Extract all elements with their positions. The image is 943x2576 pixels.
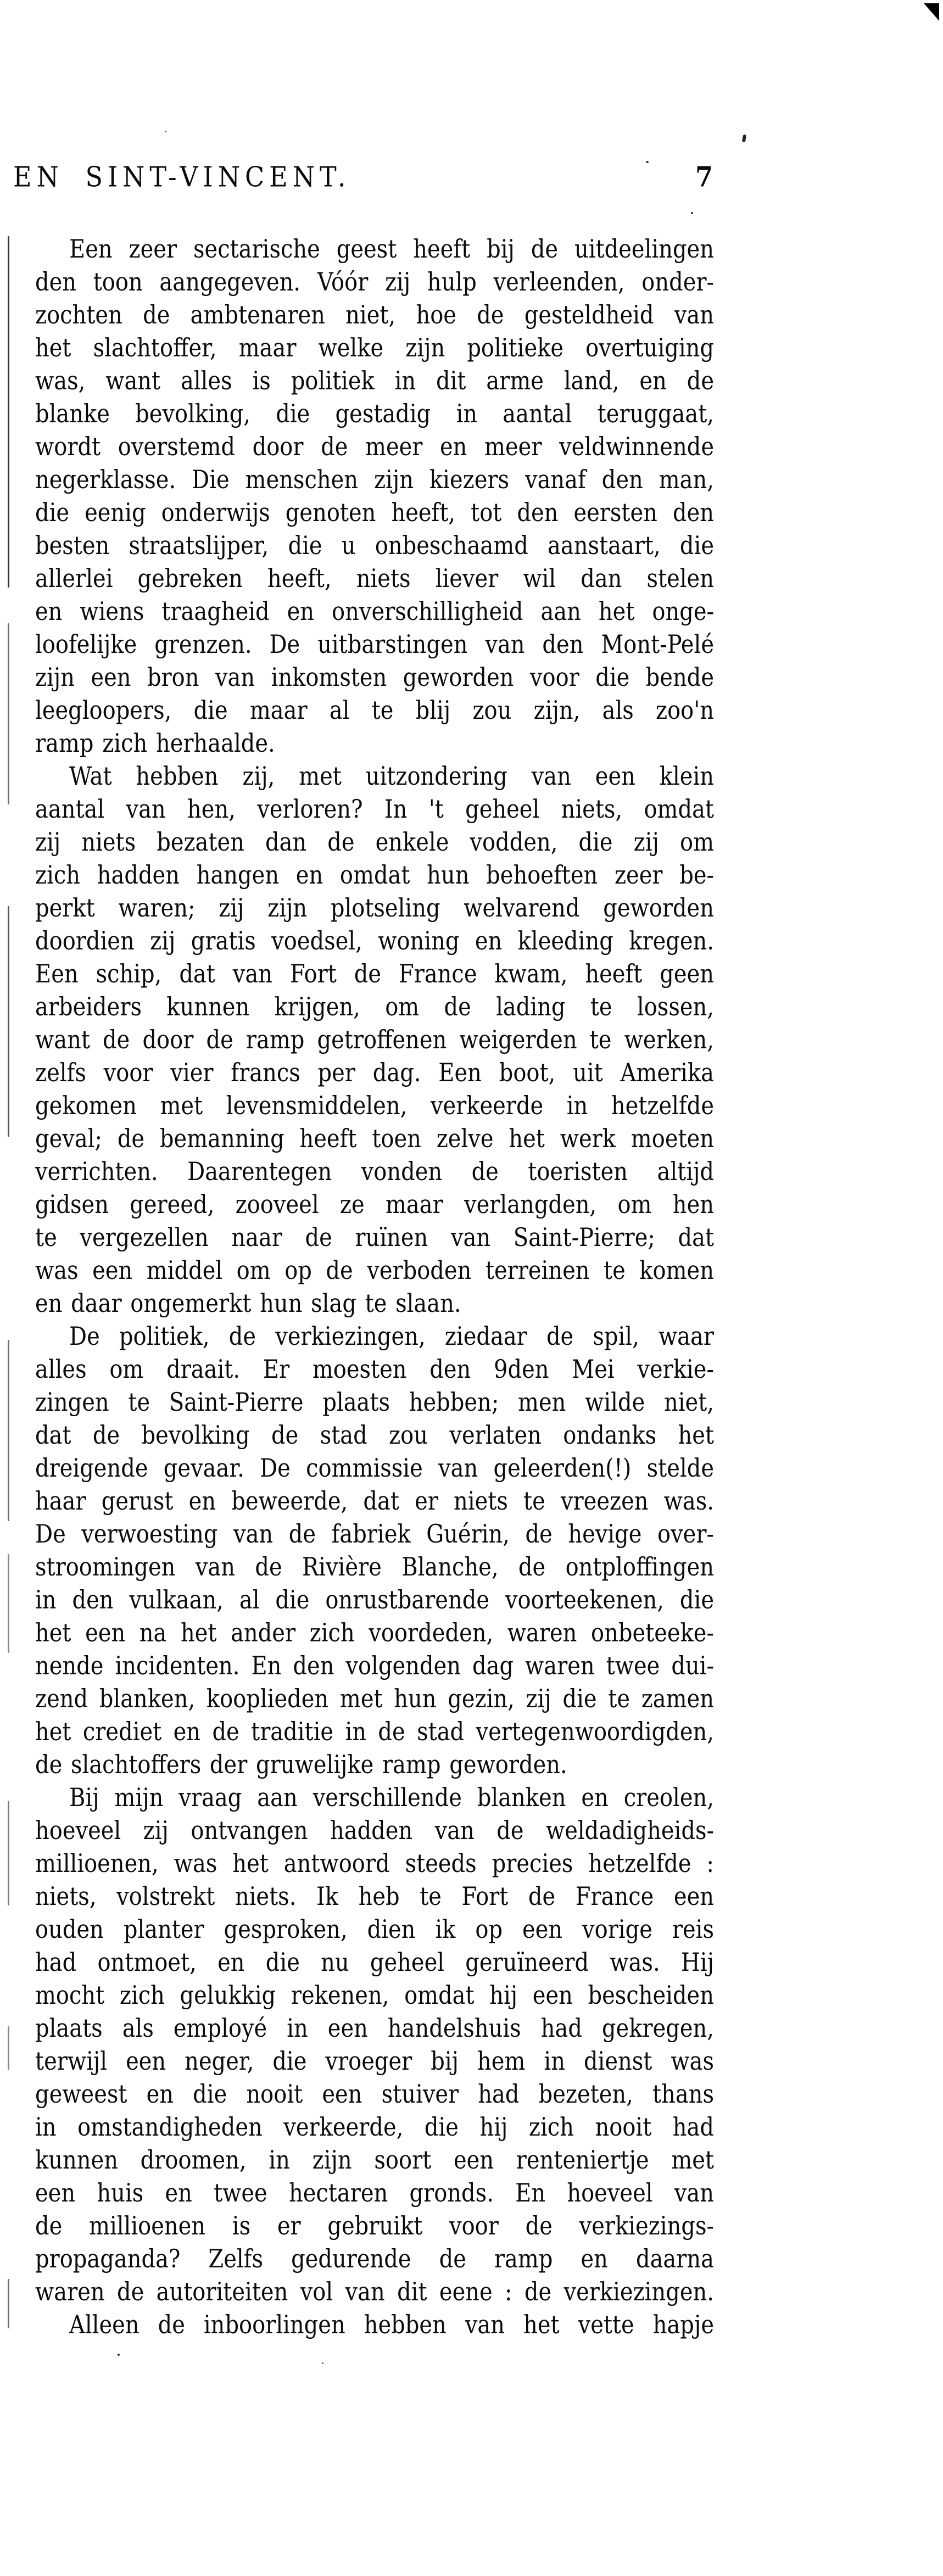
text-line: nende incidenten. En den volgenden dag waren twee dui- (35, 1651, 714, 1681)
scan-corner-mark (924, 3, 939, 21)
text-line: en daar ongemerkt hun slag te slaan. (35, 1289, 461, 1318)
text-line: alles om draait. Er moesten den 9den Mei verkie- (35, 1355, 714, 1384)
scan-speck (322, 2362, 323, 2364)
text-line: zend blanken, kooplieden met hun gezin, zij die te zamen (35, 1684, 714, 1714)
page-number: 7 (695, 160, 713, 193)
text-line: propaganda? Zelfs gedurende de ramp en daarna (35, 2244, 714, 2274)
text-line: zochten de ambtenaren niet, hoe de gesteldheid van (35, 300, 714, 330)
text-line: waren de autoriteiten vol van dit eene : de verkiezingen. (35, 2277, 714, 2307)
text-line: verrichten. Daarentegen vonden de toeristen altijd (35, 1157, 714, 1187)
text-line: want de door de ramp getroffenen weigerden te werken, (35, 1025, 714, 1055)
text-line: kunnen droomen, in zijn soort een renteniertje met (35, 2145, 714, 2175)
text-line: hoeveel zij ontvangen hadden van de weldadigheids- (35, 1816, 714, 1846)
scan-speck (742, 135, 746, 143)
text-line: Alleen de inboorlingen hebben van het vette hapje (69, 2310, 714, 2340)
text-line: haar gerust en beweerde, dat er niets te vreezen was. (35, 1487, 714, 1516)
text-line: was een middel om op de verboden terreinen te komen (35, 1256, 714, 1286)
text-line: terwijl een neger, die vroeger bij hem in dienst was (35, 2047, 714, 2076)
scan-margin-line (8, 1801, 9, 1906)
text-line: zijn een bron van inkomsten geworden voor die bende (35, 663, 714, 692)
scan-margin-line (8, 2279, 9, 2328)
text-line: een huis en twee hectaren gronds. En hoeveel van (35, 2178, 714, 2208)
text-line: had ontmoet, en die nu geheel geruïneerd was. Hij (35, 1948, 714, 1977)
text-line: wordt overstemd door de meer en meer veldwinnende (35, 432, 714, 462)
scan-speck (646, 161, 649, 163)
text-line: arbeiders kunnen krijgen, om de lading te lossen, (35, 992, 714, 1022)
scan-margin-line (8, 623, 9, 804)
text-line: besten straatslijper, die u onbeschaamd aanstaart, die (35, 531, 714, 561)
text-line: ramp zich herhaalde. (35, 729, 275, 758)
text-line: de slachtoffers der gruwelijke ramp geworden. (35, 1750, 567, 1780)
text-line: den toon aangegeven. Vóór zij hulp verleenden, onder- (35, 267, 714, 297)
text-line: zich hadden hangen en omdat hun behoeften zeer be- (35, 860, 714, 890)
text-line: leegloopers, die maar al te blij zou zijn, als zoo'n (35, 696, 714, 725)
text-line: en wiens traagheid en onverschilligheid aan het onge- (35, 597, 714, 627)
text-line: geweest en die nooit een stuiver had bezeten, thans (35, 2080, 714, 2109)
text-line: niets, volstrekt niets. Ik heb te Fort de France een (35, 1882, 714, 1912)
text-line: gidsen gereed, zooveel ze maar verlangden, om hen (35, 1190, 714, 1220)
text-line: blanke bevolking, die gestadig in aantal teruggaat, (35, 399, 714, 429)
text-line: aantal van hen, verloren? In 't geheel niets, omdat (35, 795, 714, 824)
text-line: in omstandigheden verkeerde, die hij zich nooit had (35, 2113, 714, 2142)
text-line: die eenig onderwijs genoten heeft, tot den eersten den (35, 498, 714, 528)
text-line: perkt waren; zij zijn plotseling welvarend geworden (35, 893, 714, 923)
scan-speck (165, 131, 166, 132)
text-line: doordien zij gratis voedsel, woning en kleeding kregen. (35, 926, 714, 956)
text-line: plaats als employé in een handelshuis had gekregen, (35, 2014, 714, 2043)
text-line: zelfs voor vier francs per dag. Een boot, uit Amerika (35, 1058, 714, 1088)
text-line: De politiek, de verkiezingen, ziedaar de spil, waar (69, 1322, 714, 1351)
text-line: ouden planter gesproken, dien ik op een vorige reis (35, 1915, 714, 1944)
scan-margin-line (8, 2026, 9, 2070)
running-title: EN SINT-VINCENT. (13, 160, 351, 193)
text-line: millioenen, was het antwoord steeds precies hetzelfde : (35, 1849, 714, 1879)
text-line: de millioenen is er gebruikt voor de verkiezings- (35, 2211, 714, 2241)
text-line: allerlei gebreken heeft, niets liever wil dan stelen (35, 564, 714, 594)
text-line: het een na het ander zich voordeden, waren onbeteeke- (35, 1618, 714, 1648)
text-line: De verwoesting van de fabriek Guérin, de hevige over- (35, 1519, 714, 1549)
text-line: zij niets bezaten dan de enkele vodden, die zij om (35, 828, 714, 857)
text-line: loofelijke grenzen. De uitbarstingen van den Mont-Pelé (35, 630, 714, 660)
scan-margin-line (8, 906, 9, 1137)
text-line: negerklasse. Die menschen zijn kiezers vanaf den man, (35, 465, 714, 495)
text-line: stroomingen van de Rivière Blanche, de ontploffingen (35, 1552, 714, 1582)
text-line: te vergezellen naar de ruïnen van Saint-Pierre; dat (35, 1223, 714, 1253)
text-line: mocht zich gelukkig rekenen, omdat hij een bescheiden (35, 1981, 714, 2010)
scan-margin-line (8, 1554, 9, 1653)
text-line: Wat hebben zij, met uitzondering van een klein (69, 762, 714, 791)
running-header (0, 160, 943, 199)
scan-margin-line (8, 236, 9, 588)
text-line: Een zeer sectarische geest heeft bij de uitdeelingen (69, 234, 714, 264)
text-block (35, 233, 714, 2342)
text-line: gekomen met levensmiddelen, verkeerde in hetzelfde (35, 1091, 714, 1121)
scan-margin-line (8, 1340, 9, 1521)
text-line: was, want alles is politiek in dit arme land, en de (35, 366, 714, 396)
text-line: zingen te Saint-Pierre plaats hebben; men wilde niet, (35, 1388, 714, 1417)
text-line: dat de bevolking de stad zou verlaten ondanks het (35, 1421, 714, 1450)
scan-speck (118, 2354, 120, 2356)
text-line: in den vulkaan, al die onrustbarende voorteekenen, die (35, 1585, 714, 1615)
text-line: Bij mijn vraag aan verschillende blanken en creolen, (69, 1783, 714, 1813)
text-line: Een schip, dat van Fort de France kwam, heeft geen (35, 959, 714, 989)
text-line: dreigende gevaar. De commissie van geleerden(!) stelde (35, 1454, 714, 1483)
scan-speck (691, 212, 693, 214)
text-line: het crediet en de traditie in de stad vertegenwoordigden, (35, 1717, 714, 1747)
text-line: het slachtoffer, maar welke zijn politieke overtuiging (35, 333, 714, 363)
text-line: geval; de bemanning heeft toen zelve het werk moeten (35, 1124, 714, 1154)
